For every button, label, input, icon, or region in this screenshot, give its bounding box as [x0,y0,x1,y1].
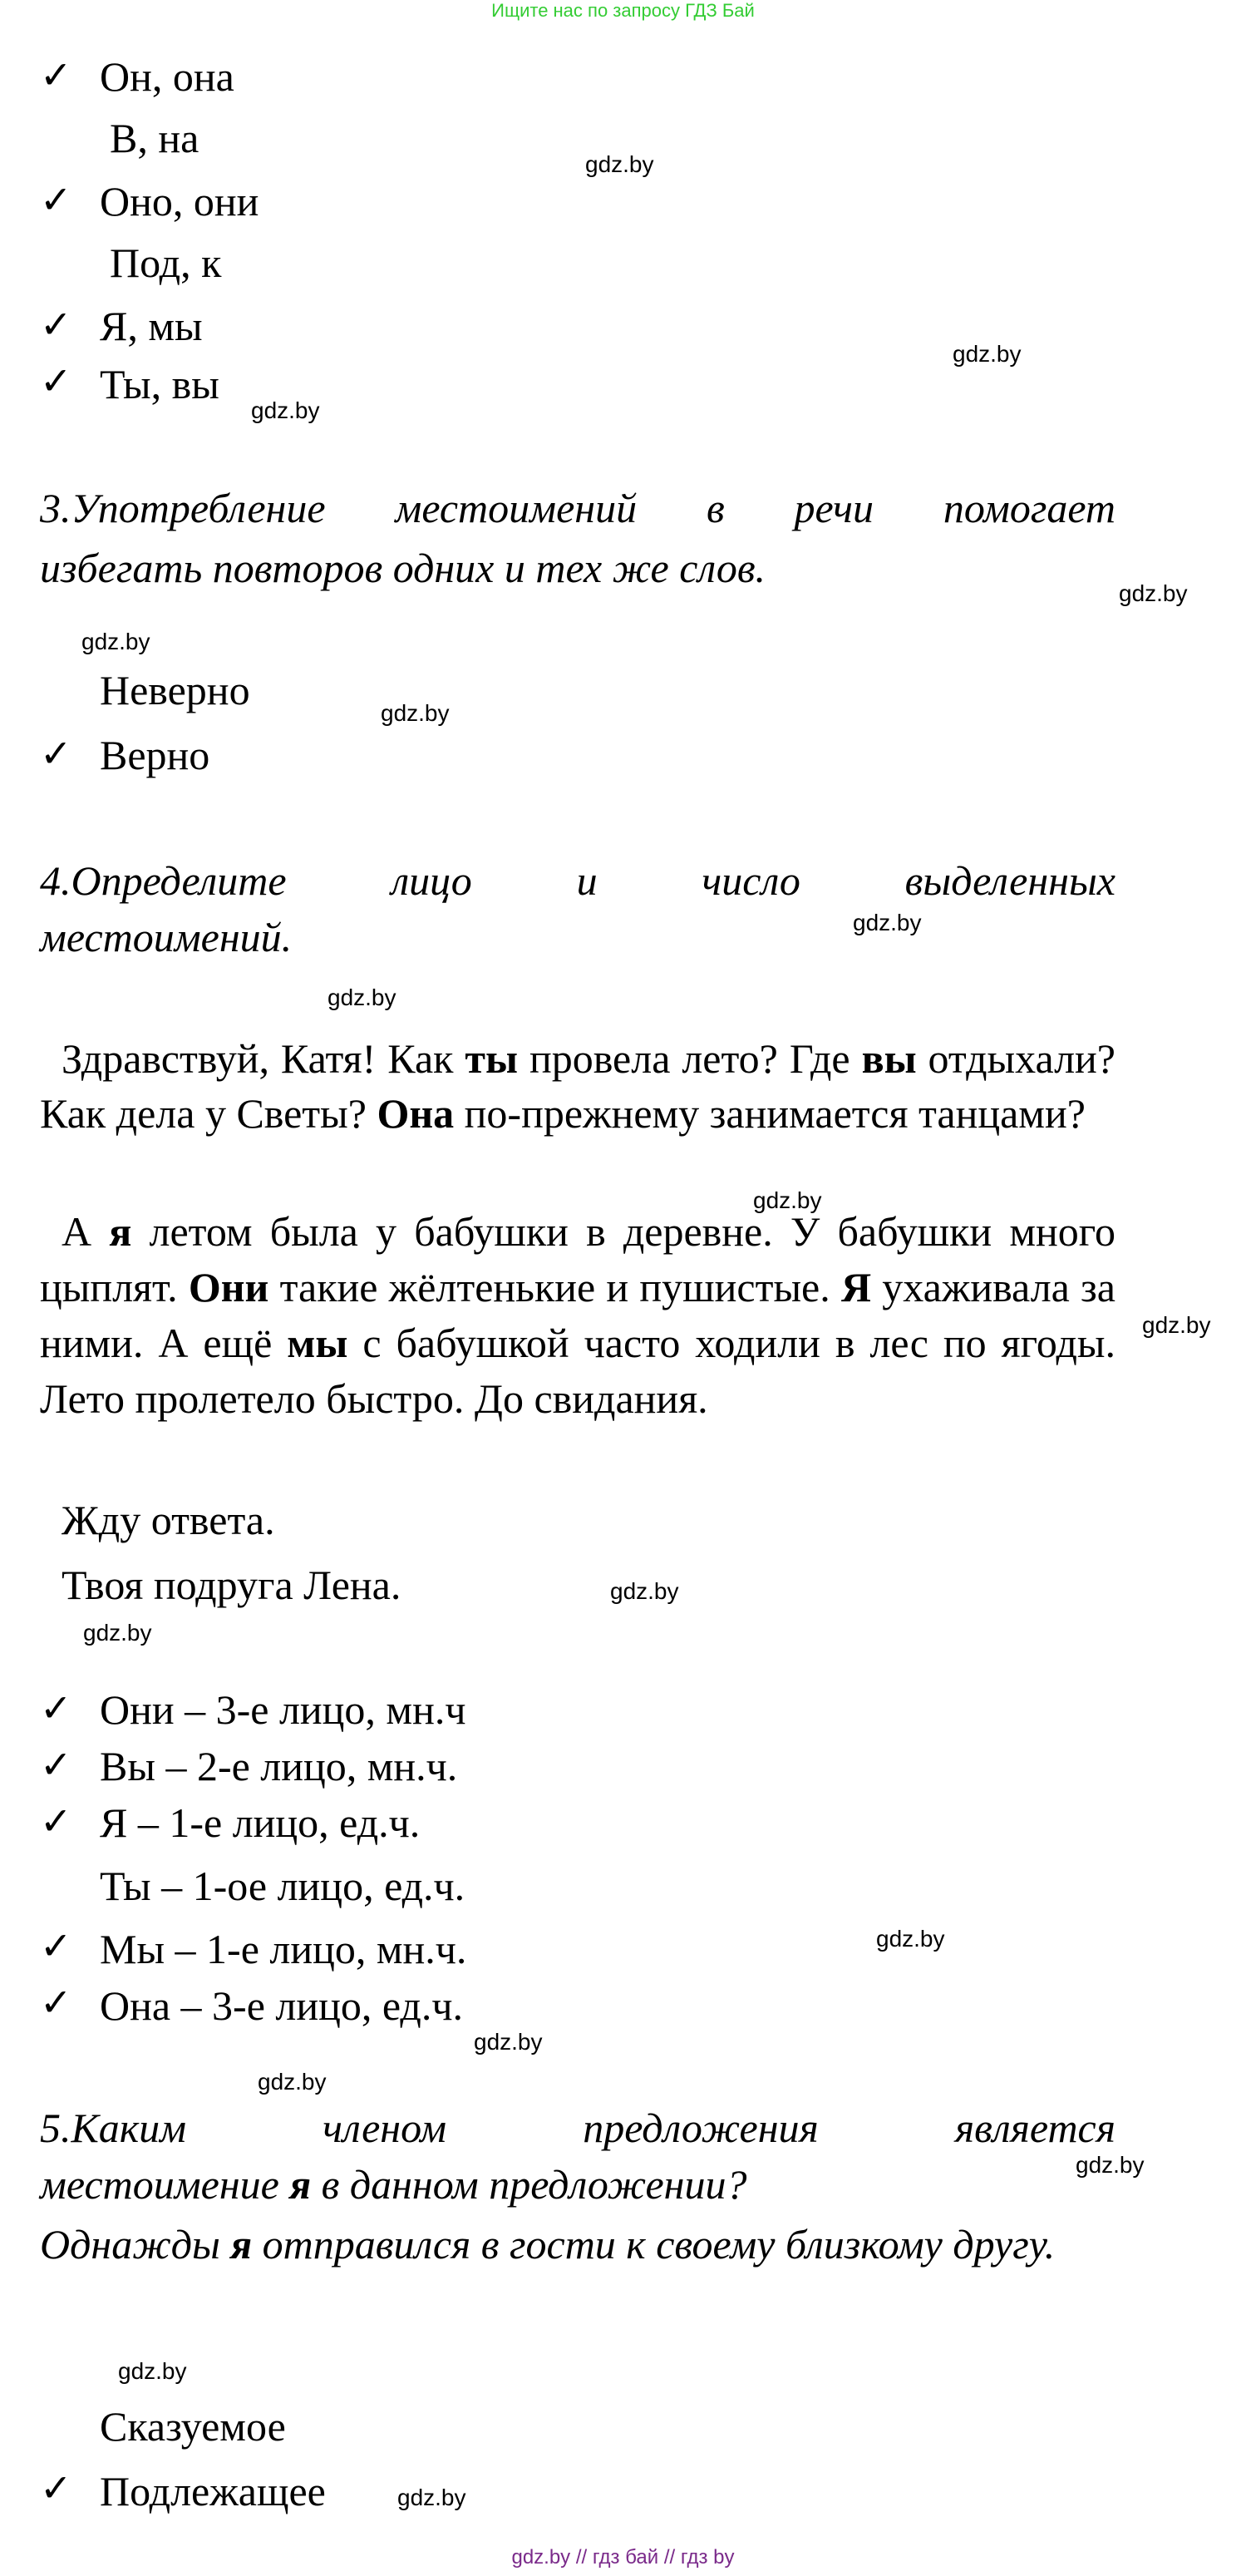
checkmark-icon: ✓ [40,2465,72,2510]
watermark-text: gdz.by [83,1620,152,1646]
option-text: Я, мы [100,303,203,349]
watermark-text: gdz.by [853,910,922,935]
watermark-text: gdz.by [585,151,654,177]
checkmark-icon: ✓ [40,358,72,403]
watermark-text: gdz.by [753,1187,822,1213]
watermark-text: gdz.by [381,700,450,726]
checkmark-icon: ✓ [40,1923,72,1968]
watermark-text: gdz.by [81,629,150,654]
question-4-line: местоимений. [40,914,293,960]
top-banner: Ищите нас по запросу ГДЗ Бай [491,0,755,21]
checkmark-icon: ✓ [40,1799,72,1843]
option-text: Они – 3-е лицо, мн.ч [100,1686,466,1733]
letter-paragraph: Здравствуй, Катя! Как ты провела лето? Где вы отдыхали? Как дела у Светы? Она по-прежнему занимается танцами? [40,1035,1115,1137]
checkmark-icon: ✓ [40,1980,72,2025]
letter-closing: Жду ответа. [62,1497,275,1543]
watermark-text: gdz.by [397,2485,466,2510]
option-text: В, на [110,115,199,161]
option-text: Под, к [110,239,222,286]
question-3-line: 3.Употребление местоимений в речи помогает [40,485,1115,531]
question-3-line: избегать повторов одних и тех же слов. [40,545,766,591]
checkmark-icon: ✓ [40,177,72,222]
option-text: Оно, они [100,178,259,225]
footer-links[interactable]: gdz.by // гдз бай // гдз by [511,2546,735,2569]
option-text: Подлежащее [100,2468,326,2514]
option-text: Она – 3-е лицо, ед.ч. [100,1982,463,2029]
watermark-text: gdz.by [1119,580,1188,606]
option-text: Ты – 1-ое лицо, ед.ч. [100,1863,465,1909]
question-5-line: местоимение я в данном предложении? [40,2161,747,2208]
checkmark-icon: ✓ [40,52,72,97]
checkmark-icon: ✓ [40,1742,72,1787]
watermark-text: gdz.by [328,985,396,1010]
question-5-line: 5.Каким членом предложения является [40,2105,1115,2151]
checkmark-icon: ✓ [40,302,72,347]
checkmark-icon: ✓ [40,731,72,776]
watermark-text: gdz.by [474,2029,543,2055]
letter-paragraph: А я летом была у бабушки в деревне. У бабушки много цыплят. Они такие жёлтенькие и пушистые. Я ухаживала за ними. А ещё мы с бабушкой часто ходили в лес по ягоды. Лето пролетело быстро. До свидания. [40,1208,1115,1422]
letter-signature: Твоя подруга Лена. [62,1562,401,1608]
watermark-text: gdz.by [118,2358,187,2384]
option-text: Верно [100,732,210,778]
option-text: Вы – 2-е лицо, мн.ч. [100,1743,458,1789]
option-text: Я – 1-е лицо, ед.ч. [100,1799,421,1846]
watermark-text: gdz.by [953,341,1022,367]
question-4-line: 4.Определите лицо и число выделенных [40,857,1115,904]
option-text: Он, она [100,53,234,100]
watermark-text: gdz.by [1142,1312,1211,1338]
checkmark-icon: ✓ [40,1685,72,1730]
watermark-text: gdz.by [876,1926,945,1952]
option-text: Ты, вы [100,361,219,407]
watermark-text: gdz.by [610,1578,679,1604]
option-text: Мы – 1-е лицо, мн.ч. [100,1926,467,1972]
watermark-text: gdz.by [251,397,320,423]
question-5-sentence: Однажды я отправился в гости к своему близкому другу. [40,2221,1056,2268]
watermark-text: gdz.by [1076,2152,1145,2178]
watermark-text: gdz.by [258,2069,327,2095]
option-text: Сказуемое [100,2403,286,2450]
option-text: Неверно [100,667,250,713]
